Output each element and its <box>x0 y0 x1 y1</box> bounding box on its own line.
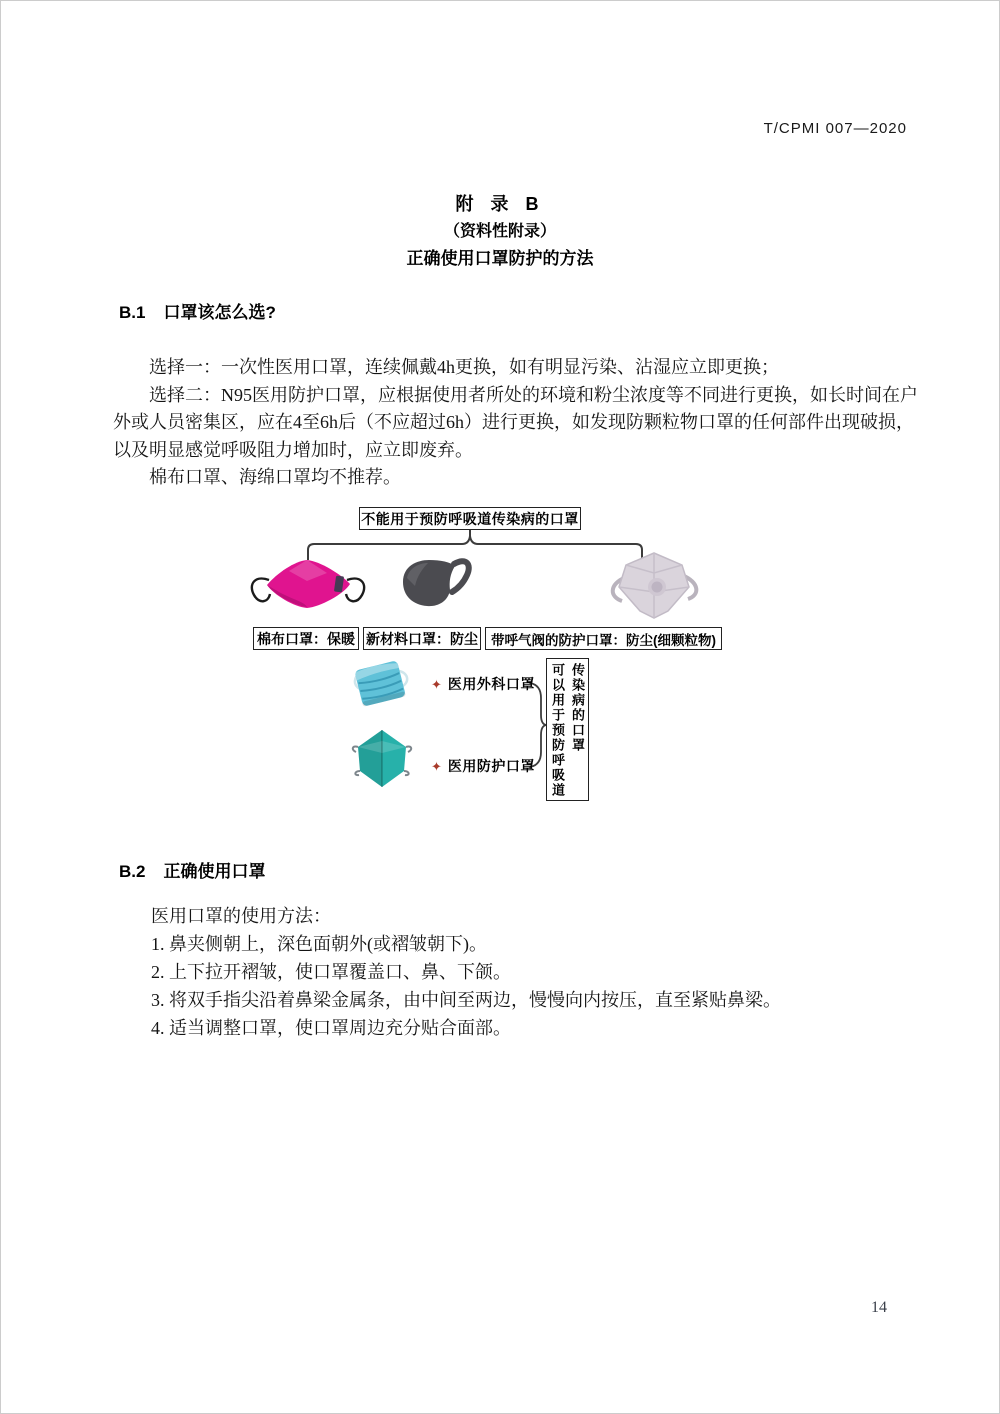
diagram-connector-lines <box>241 496 781 826</box>
protective-mask-label: 医用防护口罩 <box>447 758 535 774</box>
surgical-mask-image <box>349 655 413 713</box>
new-material-mask-caption: 新材料口罩：防尘 <box>363 627 481 650</box>
appendix-topic: 正确使用口罩防护的方法 <box>406 249 594 268</box>
section-b2-number: B.2 <box>119 862 146 881</box>
b2-step-3: 3. 将双手指尖沿着鼻梁金属条，由中间至两边，慢慢向内按压，直至紧贴鼻梁。 <box>151 990 781 1010</box>
b1-line-5: 棉布口罩、海绵口罩均不推荐。 <box>149 467 401 487</box>
new-material-mask-image <box>395 552 473 614</box>
section-b2-heading <box>119 857 265 882</box>
b1-line-4: 以及明显感觉呼吸阻力增加时，应立即废弃。 <box>113 439 473 460</box>
cotton-mask-caption: 棉布口罩：保暖 <box>253 627 359 650</box>
protective-mask-label-row <box>431 756 535 776</box>
section-b1-number: B.1 <box>119 303 146 322</box>
b1-line-1: 选择一：一次性医用口罩，连续佩戴4h更换，如有明显污染、沾湿应立即更换； <box>149 357 779 377</box>
appendix-subtitle: （资料性附录） <box>443 223 556 240</box>
cotton-mask-image <box>247 550 369 616</box>
protective-mask-image <box>349 726 415 792</box>
section-b1-title: 口罩该怎么选? <box>163 303 276 322</box>
page-number: 14 <box>871 1299 887 1316</box>
surgical-mask-label: 医用外科口罩 <box>447 676 535 692</box>
diagram-right-box <box>546 658 589 801</box>
section-b2-body <box>151 902 851 1042</box>
appendix-title-block <box>1 191 999 272</box>
b2-step-4: 4. 适当调整口罩，使口罩周边充分贴合面部。 <box>151 1018 511 1038</box>
b2-intro-line: 医用口罩的使用方法： <box>151 906 331 926</box>
section-b1-body <box>113 354 918 492</box>
b2-step-2: 2. 上下拉开褶皱，使口罩覆盖口、鼻、下颌。 <box>151 962 511 982</box>
b1-line-3: 外或人员密集区，应在4至6h后（不应超过6h）进行更换，如发现防颗粒物口罩的任何部件出现破损， <box>113 412 914 432</box>
b1-line-2: 选择二：N95医用防护口罩，应根据使用者所处的环境和粉尘浓度等不同进行更换，如长时间在户 <box>149 384 918 405</box>
appendix-title: 附 录 B <box>455 194 545 214</box>
doc-number: T/CPMI 007—2020 <box>763 120 907 137</box>
section-b2-title: 正确使用口罩 <box>163 862 266 881</box>
diagram-top-box: 不能用于预防呼吸道传染病的口罩 <box>359 507 581 530</box>
valved-mask-image <box>604 547 704 623</box>
b2-step-1: 1. 鼻夹侧朝上，深色面朝外(或褶皱朝下)。 <box>151 934 487 954</box>
valved-mask-caption: 带呼气阀的防护口罩：防尘(细颗粒物) <box>485 627 722 650</box>
section-b1-heading <box>119 298 276 323</box>
diamond-bullet-icon: ✦ <box>431 758 442 774</box>
right-box-column-2: 传染病的口罩 <box>570 663 585 753</box>
diamond-bullet-icon: ✦ <box>431 676 442 692</box>
right-box-column-1: 可以用于预防呼吸道 <box>550 663 565 798</box>
surgical-mask-label-row <box>431 674 535 694</box>
